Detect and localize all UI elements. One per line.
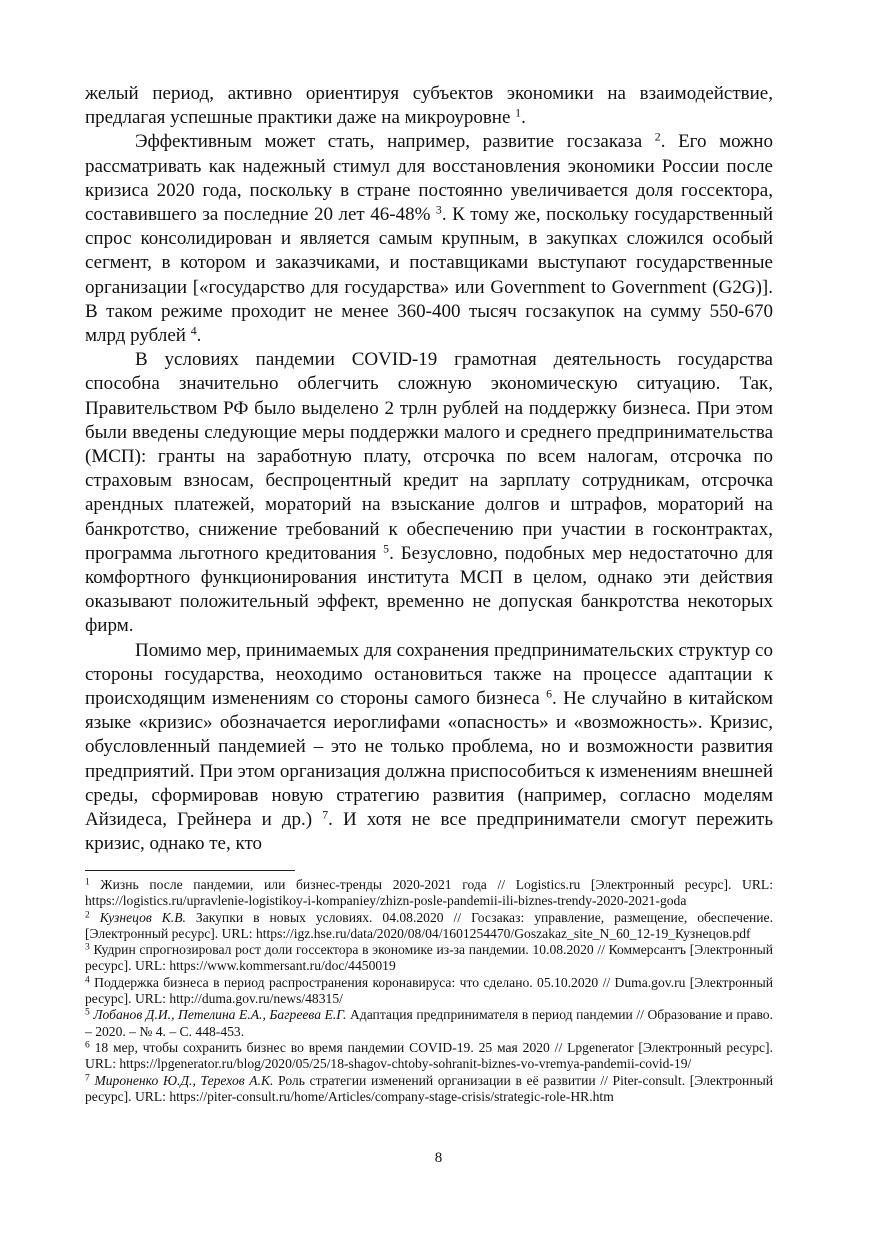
footnote-reference: 5 [383,542,390,556]
paragraph [85,130,773,348]
footnotes [85,877,773,1105]
text-segment: Эффективным может стать, например, развитие госзаказа [135,131,655,153]
footnote-reference: 4 [190,324,197,338]
text-segment: 18 мер, чтобы сохранить бизнес во время пандемии COVID-19. 25 мая 2020 // Lpgenerator [Электронный ресурс]. URL: https://lpgenerator.ru/blog/2020/05/25/18-shagov-chtoby-sohranit-biznes-vo-vremya-pandemii-covid-19/ [85,1039,773,1072]
footnote-reference: 3 [435,203,442,217]
text-segment: Кудрин спрогнозировал рост доли госсектора в экономике из-за пандемии. 10.08.2020 // Коммерсантъ [Электронный ресурс]. URL: https://www.kommersant.ru/doc/4450019 [85,942,773,974]
footnote-number: 5 [85,1007,90,1018]
text-segment: Поддержка бизнеса в период распространения коронавируса: что сделано. 05.10.2020 // Duma.gov.ru [Электронный ресурс]. URL: http://duma.gov.ru/news/48315/ [85,974,773,1007]
footnote [85,1040,773,1073]
footnote-number: 1 [85,877,90,888]
page-number: 8 [434,1150,443,1166]
text-segment: Адаптация предпринимателя в период пандемии // Образование и право. – 2020. – № 4. – С. 448-453. [85,1007,773,1039]
footnote [85,910,773,943]
text-segment: В условиях пандемии COVID-19 грамотная деятельность государства способна значительно облегчить сложную экономическую ситуацию. Так, Правительством РФ было выделено 2 трлн рублей на поддержку бизнеса. При этом были введены следующие меры поддержки малого и среднего предпринимательства (МСП): гранты на заработную плату, отсрочка по всем налогам, отсрочка по страховым взносам, беспроцентный кредит на зарплату сотрудникам, отсрочка арендных платежей, мораторий на взыскание долгов и штрафов, мораторий на банкротство, снижение требований к обеспечению при участии в госконтрактах, программа льготного кредитования [85,349,773,564]
paragraph [85,348,773,638]
footnote-reference: 1 [515,106,522,120]
footnote-number: 3 [85,942,90,953]
main-text [85,82,773,857]
footnote-number: 4 [85,975,90,986]
text-segment: . Его можно рассматривать как надежный стимул для восстановления экономики России после кризиса 2020 года, поскольку в стране постоянно увеличивается доля госсектора, составившего за последние 20 лет 46-48% [85,131,773,226]
footnote-reference: 7 [322,808,329,822]
footnote-number: 6 [85,1040,90,1051]
footnote [85,975,773,1008]
text-segment: . Безусловно, подобных мер недостаточно для комфортного функционирования института МСП в целом, однако эти действия оказывают положительный эффект, временно не допуская банкротства некоторых фирм. [85,542,774,637]
footnote-separator [85,870,295,871]
text-segment: . [521,107,526,129]
author-names: Мироненко Ю.Д., Терехов А.К. [94,1072,274,1088]
footnote-number: 2 [85,909,90,920]
footnote-reference: 6 [546,687,552,701]
author-names: Кузнецов К.В. [99,909,186,925]
text-segment: Закупки в новых условиях. 04.08.2020 // Госзаказ: управление, размещение, обеспечение. [Электронный ресурс]. URL: https://igz.hse.ru/data/2020/08/04/1601254470/Goszakaz_site_N_60_12-19_Кузнецов.pdf [85,909,773,941]
footnote-reference: 2 [654,130,661,144]
footnote [85,942,773,975]
footnote [85,1007,773,1040]
author-names: Лобанов Д.И., Петелина Е.А., Багреева Е.Г. [93,1007,347,1023]
text-segment: Жизнь после пандемии, или бизнес-тренды 2020-2021 года // Logistics.ru [Электронный ресурс]. URL: https://logistics.ru/upravlenie-logistikoy-i-kompaniey/zhizn-posle-pandemii-ili-biznes-trendy-2020-2021-goda [85,877,773,909]
paragraph [85,82,773,130]
text-segment: . К тому же, поскольку государственный спрос консолидирован и является самым крупным, в закупках сложился особый сегмент, в котором и заказчиками, и поставщиками выступают государственные организации [«государство для государства» или Government to Government (G2G)]. В таком режиме проходит не менее 360-400 тысяч госзакупок на сумму 550-670 млрд рублей [85,204,773,347]
text-segment: Роль стратегии изменений организации в её развитии // Piter-consult. [Электронный ресурс]. URL: https://piter-consult.ru/home/Articles/company-stage-crisis/strategic-role-HR.htm [85,1072,774,1104]
text-segment: Помимо мер, принимаемых для сохранения предпринимательских структур со стороны государства, неоходимо остановиться также на процессе адаптации к происходящим изменениям со стороны самого бизнеса [85,639,773,710]
footnote [85,1073,773,1106]
text-segment: . И хотя не все предприниматели смогут пережить кризис, однако те, кто [85,809,773,855]
footnote-number: 7 [85,1072,90,1083]
paragraph [85,639,773,857]
footnote [85,877,773,910]
text-segment: . [196,325,202,347]
text-segment: желый период, активно ориентируя субъектов экономики на взаимодействие, предлагая успешные практики даже на микроуровне [85,83,773,129]
text-segment: . Не случайно в китайском языке «кризис» обозначается иероглифами «опасность» и «возможность». Кризис, обусловленный пандемией – это не только проблема, но и возможности развития предприятий. При этом организация должна приспособиться к изменениям внешней среды, сформировав новую стратегию развития (например, согласно моделям Айзидеса, Грейнера и др.) [85,688,773,831]
